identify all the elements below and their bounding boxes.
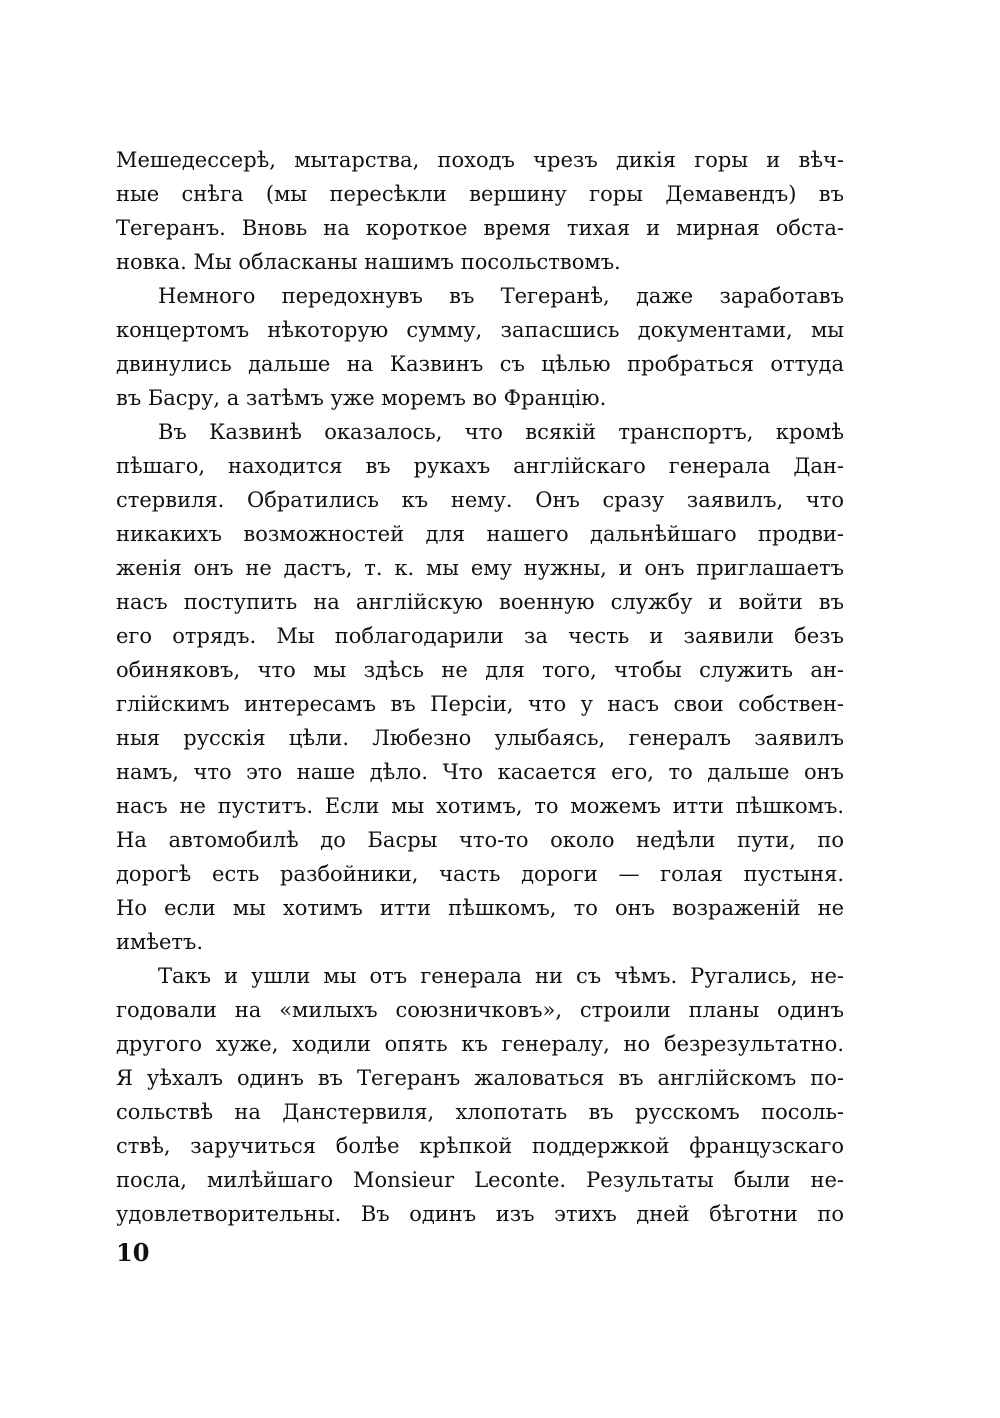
text-line: пѣшаго, находится въ рукахъ англійскаго генерала Дан- [116,454,844,478]
text-line: двинулись дальше на Казвинъ съ цѣлью пробраться оттуда [116,352,844,376]
text-line: удовлетворительны. Въ одинъ изъ этихъ дней бѣготни по [116,1202,844,1226]
body-text [116,143,844,1231]
text-line: имѣетъ. [116,930,204,954]
text-line: На автомобилѣ до Басры что-то около недѣли пути, по [116,828,844,852]
text-line: женія онъ не дастъ, т. к. мы ему нужны, и онъ приглашаетъ [116,556,844,580]
text-line: Такъ и ушли мы отъ генерала ни съ чѣмъ. Ругались, не- [158,964,844,988]
text-line: обиняковъ, что мы здѣсь не для того, чтобы служить ан- [116,658,844,682]
text-line: Въ Казвинѣ оказалось, что всякій транспортъ, кромѣ [158,420,844,444]
page-number: 10 [116,1238,150,1267]
text-line: насъ поступить на англійскую военную службу и войти въ [116,590,844,614]
text-line: глійскимъ интересамъ въ Персіи, что у насъ свои собствен- [116,692,844,716]
text-line: его отрядъ. Мы поблагодарили за честь и заявили безъ [116,624,844,648]
text-line: Но если мы хотимъ итти пѣшкомъ, то онъ возраженій не [116,896,844,920]
text-line: насъ не пуститъ. Если мы хотимъ, то можемъ итти пѣшкомъ. [116,794,844,818]
text-line: Я уѣхалъ одинъ въ Тегеранъ жаловаться въ англійскомъ по- [116,1066,844,1090]
text-line: Тегеранъ. Вновь на короткое время тихая и мирная обста- [116,216,844,240]
text-line: Мешедессерѣ, мытарства, походъ чрезъ дикія горы и вѣч- [116,148,844,172]
text-line: годовали на «милыхъ союзничковъ», строили планы одинъ [116,998,844,1022]
text-line: посла, милѣйшаго Monsieur Leconte. Результаты были не- [116,1168,844,1192]
text-line: намъ, что это наше дѣло. Что касается его, то дальше онъ [116,760,844,784]
text-line: ствѣ, заручиться болѣе крѣпкой поддержкой французскаго [116,1134,844,1158]
text-line: ные снѣга (мы пересѣкли вершину горы Демавендъ) въ [116,182,844,206]
text-line: другого хуже, ходили опять къ генералу, но безрезультатно. [116,1032,844,1056]
text-line: Немного передохнувъ въ Тегеранѣ, даже заработавъ [158,284,844,308]
text-line: ныя русскія цѣли. Любезно улыбаясь, генералъ заявилъ [116,726,844,750]
text-line: концертомъ нѣкоторую сумму, запасшись документами, мы [116,318,844,342]
text-line: въ Басру, а затѣмъ уже моремъ во Францію. [116,386,607,410]
text-line: сольствѣ на Данстервиля, хлопотать въ русскомъ посоль- [116,1100,844,1124]
text-line: никакихъ возможностей для нашего дальнѣйшаго продви- [116,522,844,546]
text-line: новка. Мы обласканы нашимъ посольствомъ. [116,250,621,274]
text-line: дорогѣ есть разбойники, часть дороги — голая пустыня. [116,862,844,886]
text-line: стервиля. Обратились къ нему. Онъ сразу заявилъ, что [116,488,844,512]
